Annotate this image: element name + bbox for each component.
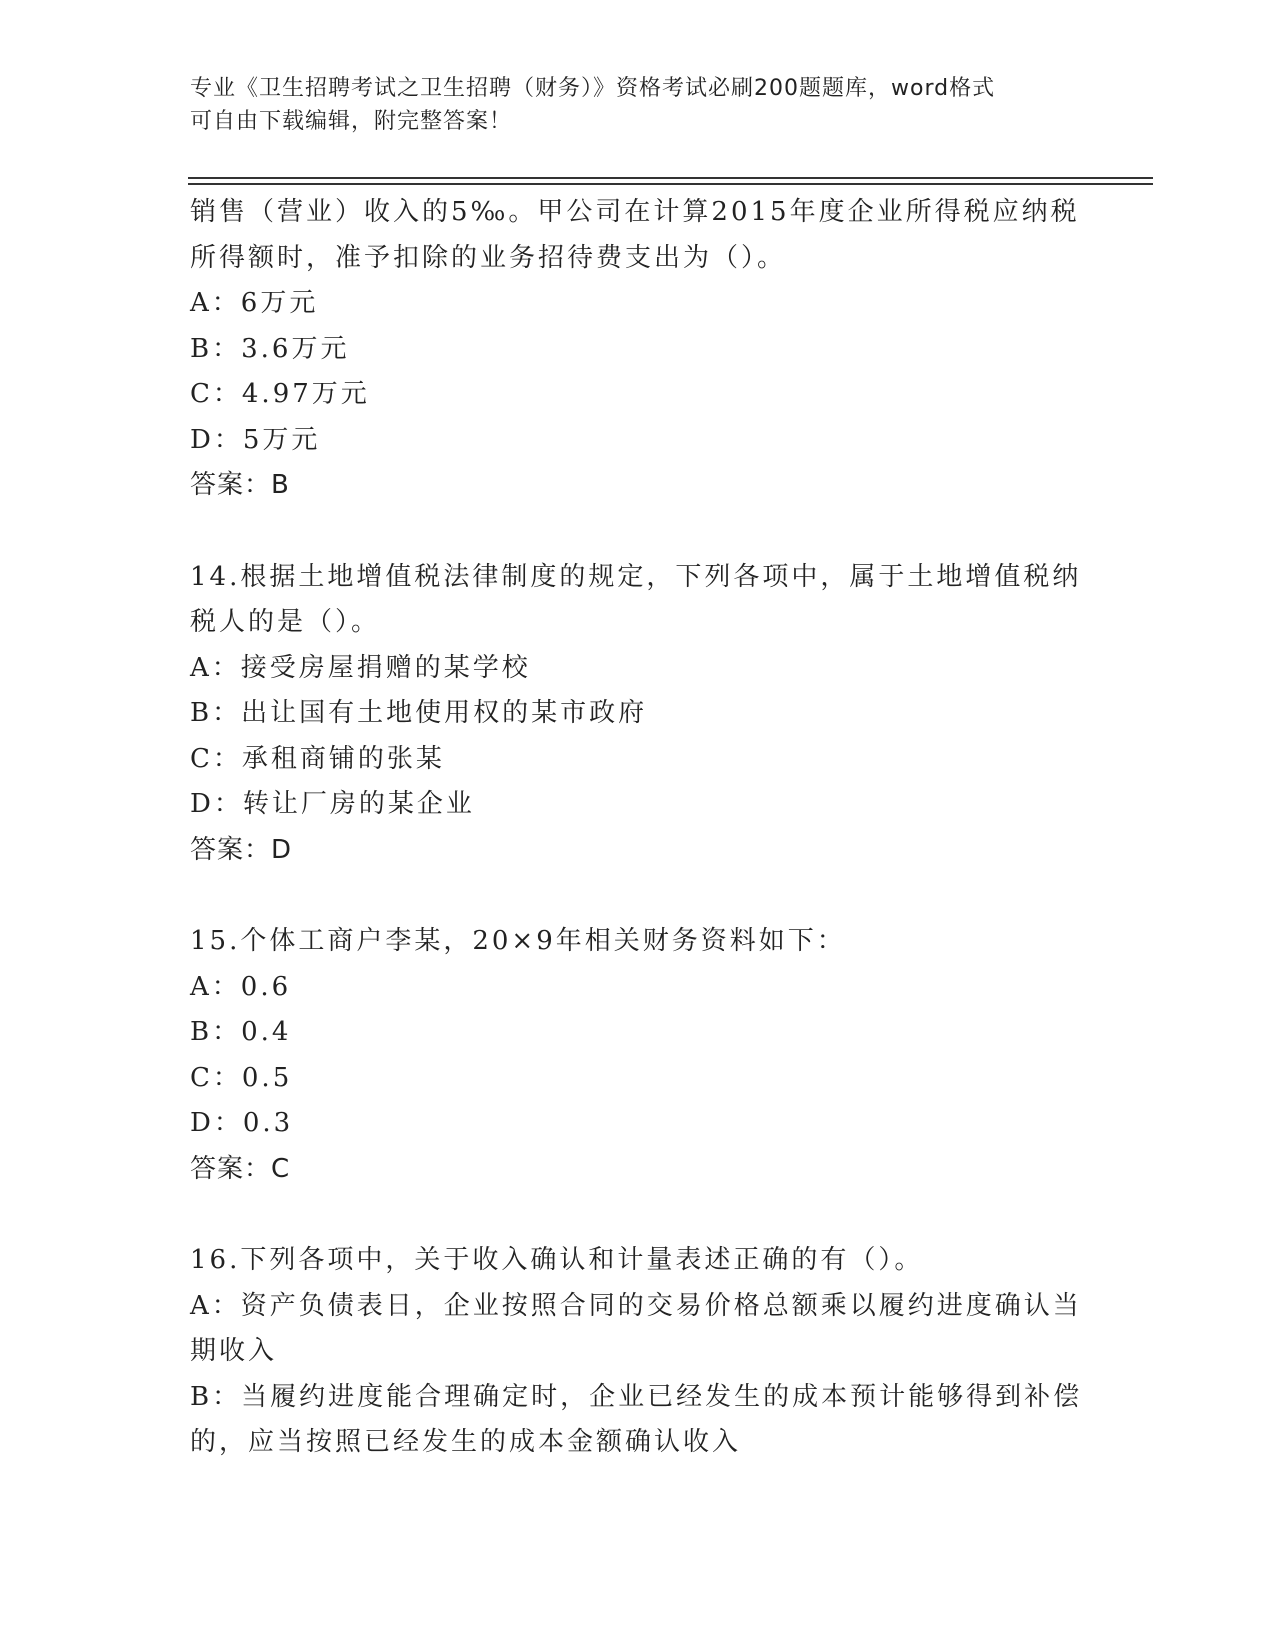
header-line-2: 可自由下载编辑，附完整答案！	[190, 109, 513, 134]
question-spacer	[190, 873, 1090, 919]
option-a: A：接受房屋捐赠的某学校	[190, 652, 531, 683]
header-line-1: 专业《卫生招聘考试之卫生招聘（财务）》资格考试必刷200题题库，word格式	[190, 76, 996, 101]
option-b: B：0.4	[190, 1017, 292, 1047]
answer-line: 答案：C	[190, 1153, 291, 1184]
header-divider-bottom	[188, 183, 1153, 185]
question-stem: 所得额时，准予扣除的业务招待费支出为（）。	[190, 242, 787, 273]
question-stem: 销售（营业）收入的5‰。甲公司在计算2015年度企业所得税应纳税	[190, 197, 1080, 227]
option-d: D：5万元	[190, 424, 321, 455]
option-a: A：0.6	[190, 971, 292, 1002]
document-header	[190, 72, 1090, 138]
question-15	[190, 919, 1090, 1192]
header-divider-top	[188, 177, 1153, 179]
option-a-continued: 期收入	[190, 1336, 278, 1366]
answer-line: 答案：B	[190, 470, 290, 500]
option-a: A：资产负债表日，企业按照合同的交易价格总额乘以履约进度确认当	[190, 1290, 1082, 1321]
question-stem: 14.根据土地增值税法律制度的规定，下列各项中，属于土地增值税纳	[190, 561, 1082, 592]
answer-line: 答案：D	[190, 834, 293, 865]
question-16	[190, 1238, 1090, 1466]
question-13	[190, 190, 1090, 509]
question-spacer	[190, 509, 1090, 555]
option-c: C：0.5	[190, 1062, 293, 1093]
option-b-continued: 的，应当按照已经发生的成本金额确认收入	[190, 1427, 742, 1457]
option-b: B：当履约进度能合理确定时，企业已经发生的成本预计能够得到补偿	[190, 1381, 1083, 1412]
option-c: C：4.97万元	[190, 379, 370, 409]
question-stem: 16.下列各项中，关于收入确认和计量表述正确的有（）。	[190, 1245, 924, 1275]
question-stem: 税人的是（）。	[190, 607, 381, 637]
document-body	[190, 190, 1090, 1466]
question-stem: 15.个体工商户李某，20×9年相关财务资料如下：	[190, 926, 846, 956]
option-a: A：6万元	[190, 288, 319, 318]
option-b: B：3.6万元	[190, 333, 350, 364]
option-d: D：0.3	[190, 1108, 294, 1138]
option-d: D：转让厂房的某企业	[190, 789, 475, 819]
question-14	[190, 555, 1090, 874]
question-spacer	[190, 1192, 1090, 1238]
option-c: C：承租商铺的张某	[190, 743, 445, 774]
option-b: B：出让国有土地使用权的某市政府	[190, 698, 648, 728]
